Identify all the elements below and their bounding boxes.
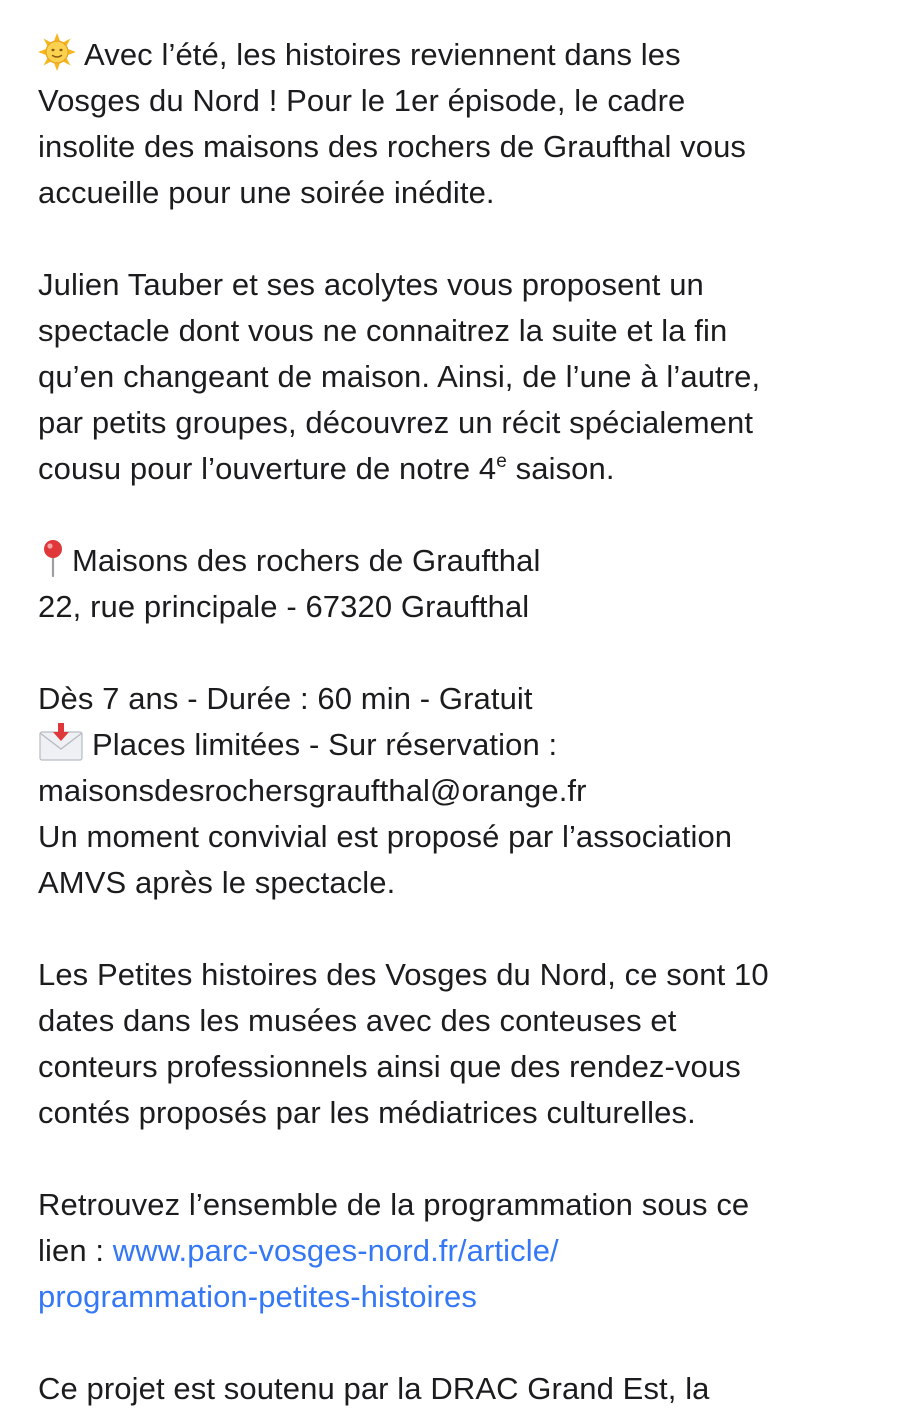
sun-with-face-icon: [38, 33, 76, 84]
text-line: [38, 1274, 878, 1320]
text-line: dates dans les musées avec des conteuses et: [38, 1003, 677, 1038]
text-line: Avec l’été, les histoires reviennent dans les: [38, 32, 878, 78]
text-line: spectacle dont vous ne connaitrez la suite et la fin: [38, 313, 728, 348]
ordinal-superscript: e: [496, 451, 507, 472]
text-line: conteurs professionnels ainsi que des rendez-vous: [38, 1049, 741, 1084]
text-line: Un moment convivial est proposé par l’association: [38, 819, 733, 854]
email-address: maisonsdesrochersgraufthal@orange.fr: [38, 773, 587, 808]
program-link[interactable]: www.parc-vosges-nord.fr/article/: [112, 1233, 559, 1268]
round-pushpin-icon: [38, 539, 68, 590]
text-line: 22, rue principale - 67320 Graufthal: [38, 589, 530, 624]
text-line: Julien Tauber et ses acolytes vous proposent un: [38, 267, 704, 302]
support-paragraph: [38, 1366, 878, 1412]
text-line: cousu pour l’ouverture de notre 4e saison.: [38, 451, 615, 486]
text-line: Ce projet est soutenu par la DRAC Grand Est, la: [38, 1371, 710, 1406]
location-paragraph: [38, 538, 878, 630]
text-line: accueille pour une soirée inédite.: [38, 175, 495, 210]
text-line: AMVS après le spectacle.: [38, 865, 396, 900]
program-link-paragraph: [38, 1182, 878, 1320]
text-line: insolite des maisons des rochers de Graufthal vous: [38, 129, 747, 164]
text-line: Places limitées - Sur réservation :: [38, 722, 878, 768]
text-line: contés proposés par les médiatrices culturelles.: [38, 1095, 696, 1130]
envelope-with-arrow-icon: [38, 723, 84, 774]
text-line: Retrouvez l’ensemble de la programmation sous ce: [38, 1187, 750, 1222]
text-line: Les Petites histoires des Vosges du Nord, ce sont 10: [38, 957, 769, 992]
text-line: Dès 7 ans - Durée : 60 min - Gratuit: [38, 681, 533, 716]
text-line: par petits groupes, découvrez un récit spécialement: [38, 405, 754, 440]
post-body: [38, 32, 878, 1412]
text-line: qu’en changeant de maison. Ainsi, de l’une à l’autre,: [38, 359, 761, 394]
text-line: lien : www.parc-vosges-nord.fr/article/: [38, 1233, 559, 1268]
practical-info-paragraph: [38, 676, 878, 906]
text-line: Vosges du Nord ! Pour le 1er épisode, le cadre: [38, 83, 686, 118]
intro-paragraph: [38, 32, 878, 216]
program-link-continued[interactable]: programmation-petites-histoires: [38, 1279, 477, 1314]
text-line: Maisons des rochers de Graufthal: [38, 538, 878, 584]
show-description-paragraph: [38, 262, 878, 492]
program-summary-paragraph: [38, 952, 878, 1136]
